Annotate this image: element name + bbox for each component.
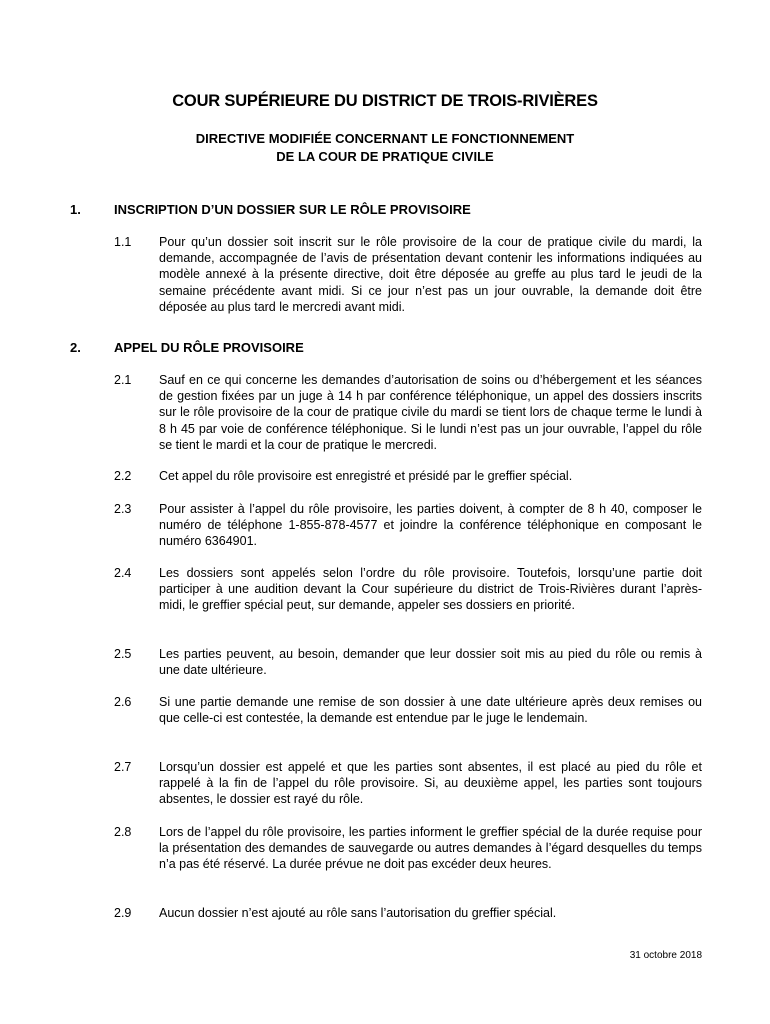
paragraph-text: Lorsqu’un dossier est appelé et que les parties sont absentes, il est placé au pied du rôle et rappelé à la fin de l’appel du rôle provisoire. Si, au deuxième appel, les parties sont toujours absentes, le dossier est rayé du rôle. <box>159 760 702 807</box>
paragraph-text: Lors de l’appel du rôle provisoire, les parties informent le greffier spécial de la durée requise pour la présentation des demandes de sauvegarde ou autres demandes à l’égard desquelles du temps n’a pas été réservé. La durée prévue ne doit pas excéder deux heures. <box>159 825 702 872</box>
paragraph-1-1 <box>114 234 702 315</box>
paragraph-2-2 <box>114 468 702 484</box>
paragraph-2-9 <box>114 905 702 921</box>
document-title: COUR SUPÉRIEURE DU DISTRICT DE TROIS-RIVIÈRES <box>172 92 598 110</box>
paragraph-text: Aucun dossier n’est ajouté au rôle sans l’autorisation du greffier spécial. <box>159 906 557 920</box>
paragraph-2-3 <box>114 501 702 550</box>
section-number: 2. <box>70 340 81 355</box>
paragraph-number: 2.4 <box>114 566 132 580</box>
paragraph-text: Pour qu’un dossier soit inscrit sur le rôle provisoire de la cour de pratique civile du mardi, la demande, accompagnée de l’avis de présentation devant contenir les informations indiquées au modèle annexé à la présente directive, doit être déposée au greffe au plus tard le jeudi de la semaine précédente avant midi. Si ce jour n’est pas un jour ouvrable, la demande doit être déposée au plus tard le mercredi avant midi. <box>159 235 702 314</box>
paragraph-text: Sauf en ce qui concerne les demandes d’autorisation de soins ou d’hébergement et les séances de gestion fixées par un juge à 14 h par conférence téléphonique, un appel des dossiers inscrits sur le rôle provisoire de la cour de pratique civile du mardi se tient lors de chaque terme le lundi à 8 h 45 par voie de conférence téléphonique. Si le lundi n’est pas un jour ouvrable, l’appel du rôle se tient le mardi et la cour de pratique le mercredi. <box>159 373 702 452</box>
paragraph-number: 2.9 <box>114 906 132 920</box>
subtitle-line-1: DIRECTIVE MODIFIÉE CONCERNANT LE FONCTIONNEMENT <box>195 131 575 146</box>
paragraph-2-4 <box>114 565 702 614</box>
document-subtitle <box>0 130 770 166</box>
paragraph-text: Si une partie demande une remise de son dossier à une date ultérieure après deux remises ou que celle-ci est contestée, la demande est entendue par le juge le lendemain. <box>159 695 702 726</box>
paragraph-2-6 <box>114 694 702 726</box>
footer-date: 31 octobre 2018 <box>629 950 702 961</box>
paragraph-number: 2.3 <box>114 502 132 516</box>
paragraph-text: Les parties peuvent, au besoin, demander que leur dossier soit mis au pied du rôle ou remis à une date ultérieure. <box>159 647 702 678</box>
paragraph-2-8 <box>114 824 702 873</box>
section-heading: INSCRIPTION D’UN DOSSIER SUR LE RÔLE PROVISOIRE <box>114 202 471 217</box>
paragraph-text: Pour assister à l’appel du rôle provisoire, les parties doivent, à compter de 8 h 40, composer le numéro de téléphone 1-855-878-4577 et joindre la conférence téléphonique en composant le numéro 6364901. <box>159 502 702 549</box>
paragraph-2-7 <box>114 759 702 808</box>
paragraph-2-5 <box>114 646 702 678</box>
subtitle-line-2: DE LA COUR DE PRATIQUE CIVILE <box>276 149 494 164</box>
section-heading: APPEL DU RÔLE PROVISOIRE <box>114 340 304 355</box>
paragraph-number: 2.2 <box>114 469 132 483</box>
paragraph-2-1 <box>114 372 702 453</box>
paragraph-number: 1.1 <box>114 235 132 249</box>
paragraph-number: 2.8 <box>114 825 132 839</box>
paragraph-number: 2.7 <box>114 760 132 774</box>
paragraph-text: Les dossiers sont appelés selon l’ordre du rôle provisoire. Toutefois, lorsqu’une partie doit participer à une audition devant la Cour supérieure du district de Trois-Rivières durant l’après-midi, le greffier spécial peut, sur demande, appeler ses dossiers en priorité. <box>159 566 702 613</box>
section-number: 1. <box>70 202 81 217</box>
paragraph-number: 2.1 <box>114 373 132 387</box>
paragraph-text: Cet appel du rôle provisoire est enregistré et présidé par le greffier spécial. <box>159 469 573 483</box>
paragraph-number: 2.6 <box>114 695 132 709</box>
paragraph-number: 2.5 <box>114 647 132 661</box>
